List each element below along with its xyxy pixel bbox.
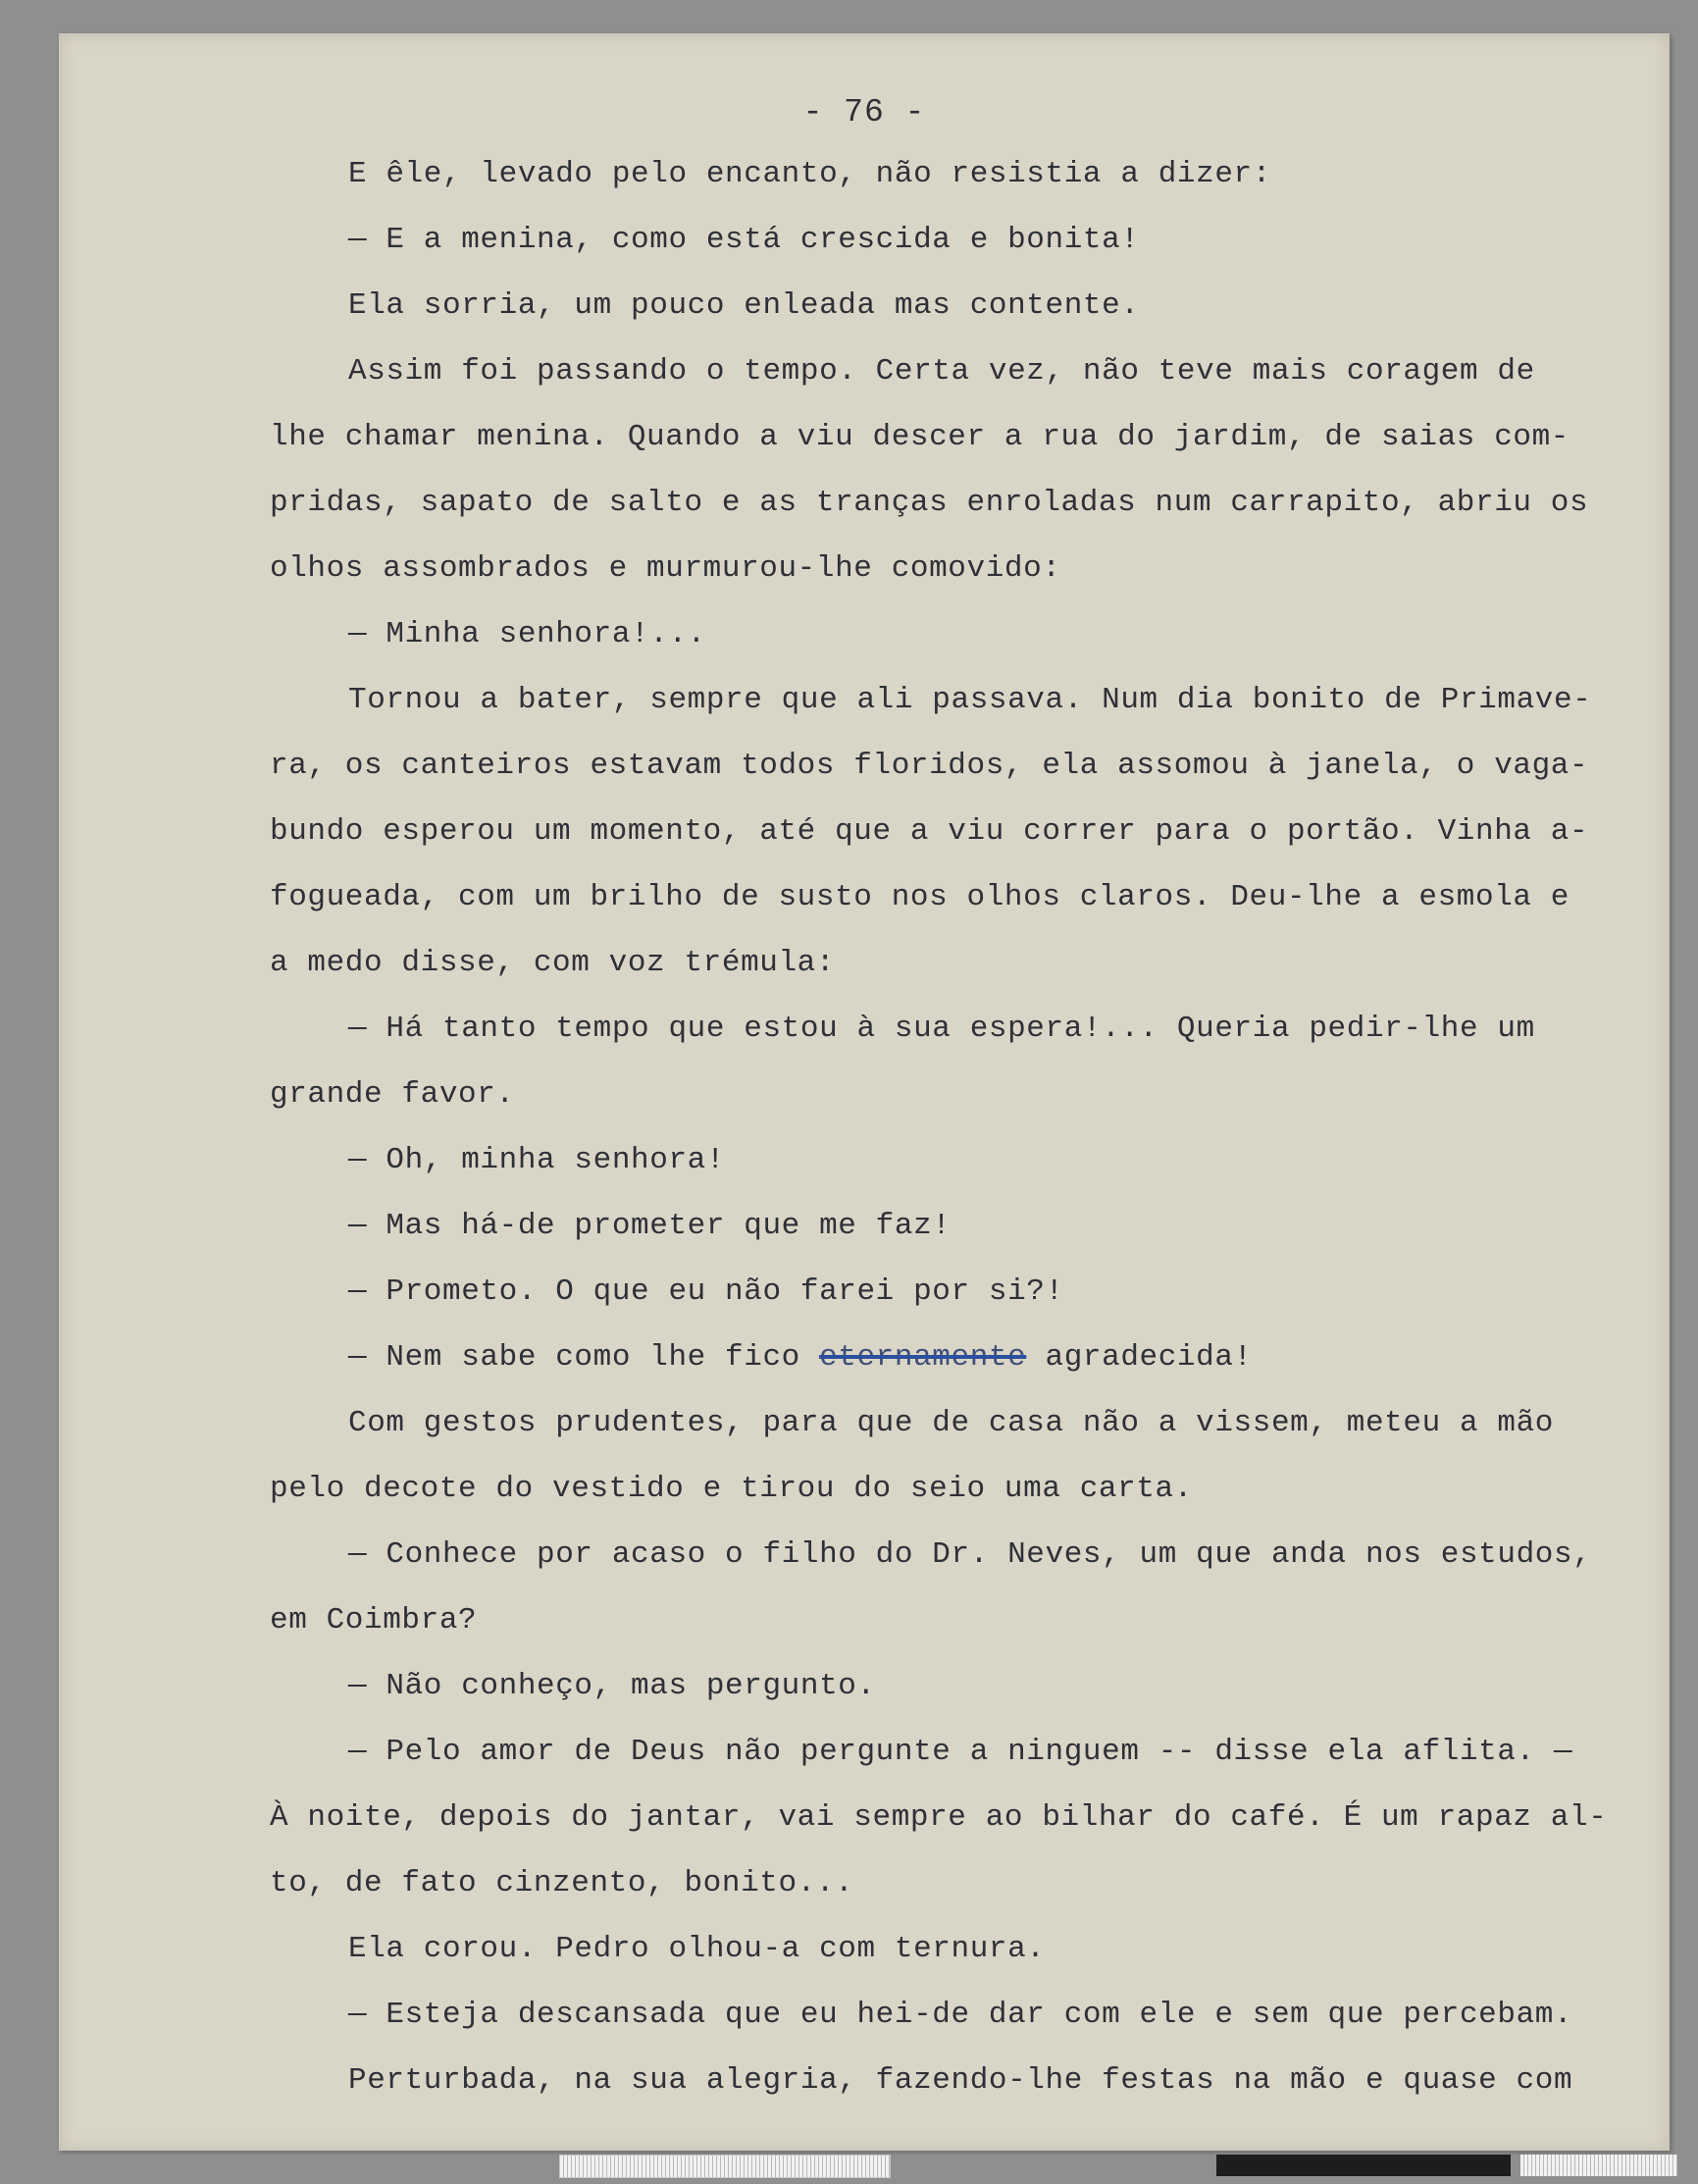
text-line: to, de fato cinzento, bonito... [270, 1866, 854, 1900]
text-line: — Oh, minha senhora! [348, 1143, 726, 1177]
typewritten-page [59, 33, 1670, 2151]
page-number: - 76 - [802, 94, 926, 130]
text-line-with-correction [348, 1340, 1253, 1375]
text-line: E êle, levado pelo encanto, não resistia a dizer: [348, 157, 1271, 191]
text-line: lhe chamar menina. Quando a viu descer a rua do jardim, de saias com- [270, 420, 1570, 454]
text-line: fogueada, com um brilho de susto nos olhos claros. Deu-lhe a esmola e [270, 880, 1570, 914]
text-line: a medo disse, com voz trémula: [270, 946, 836, 980]
text-line: — Prometo. O que eu não farei por si?! [348, 1274, 1064, 1309]
text-line: olhos assombrados e murmurou-lhe comovido: [270, 551, 1061, 586]
text-line: Assim foi passando o tempo. Certa vez, não teve mais coragem de [348, 354, 1535, 389]
text-line: — Não conheço, mas pergunto. [348, 1669, 876, 1703]
text-line: À noite, depois do jantar, vai sempre ao bilhar do café. É um rapaz al- [270, 1800, 1608, 1835]
text-line: Ela sorria, um pouco enleada mas contente. [348, 288, 1140, 323]
text-line: ra, os canteiros estavam todos floridos, ela assomou à janela, o vaga- [270, 749, 1589, 783]
scale-ruler [559, 2155, 891, 2178]
text-line: em Coimbra? [270, 1603, 478, 1638]
struck-out-word: eternamente [819, 1340, 1027, 1375]
text-line: pelo decote do vestido e tirou do seio uma carta. [270, 1472, 1193, 1506]
text-line: Perturbada, na sua alegria, fazendo-lhe festas na mão e quase com [348, 2063, 1573, 2098]
text-line: pridas, sapato de salto e as tranças enroladas num carrapito, abriu os [270, 486, 1589, 520]
scale-ruler-dark-segment [1216, 2155, 1511, 2176]
text-line: — Conhece por acaso o filho do Dr. Neves, um que anda nos estudos, [348, 1537, 1592, 1572]
text-line: Com gestos prudentes, para que de casa não a vissem, meteu a mão [348, 1406, 1554, 1440]
text-line: — Mas há-de prometer que me faz! [348, 1209, 952, 1243]
text-line: — E a menina, como está crescida e bonita! [348, 223, 1140, 257]
text-line: — Minha senhora!... [348, 617, 706, 651]
text-line: — Pelo amor de Deus não pergunte a ninguem -- disse ela aflita. — [348, 1735, 1573, 1769]
text-line: bundo esperou um momento, até que a viu correr para o portão. Vinha a- [270, 814, 1589, 849]
text-line: — Há tanto tempo que estou à sua espera!... Queria pedir-lhe um [348, 1012, 1535, 1046]
text-line: Ela corou. Pedro olhou-a com ternura. [348, 1932, 1046, 1966]
text-segment: — Nem sabe como lhe fico [348, 1340, 820, 1375]
scale-ruler-light-segment [1520, 2155, 1677, 2176]
text-segment: agradecida! [1026, 1340, 1253, 1375]
text-line: — Esteja descansada que eu hei-de dar com ele e sem que percebam. [348, 1998, 1573, 2032]
text-line: Tornou a bater, sempre que ali passava. Num dia bonito de Primave- [348, 683, 1592, 717]
text-line: grande favor. [270, 1077, 515, 1112]
